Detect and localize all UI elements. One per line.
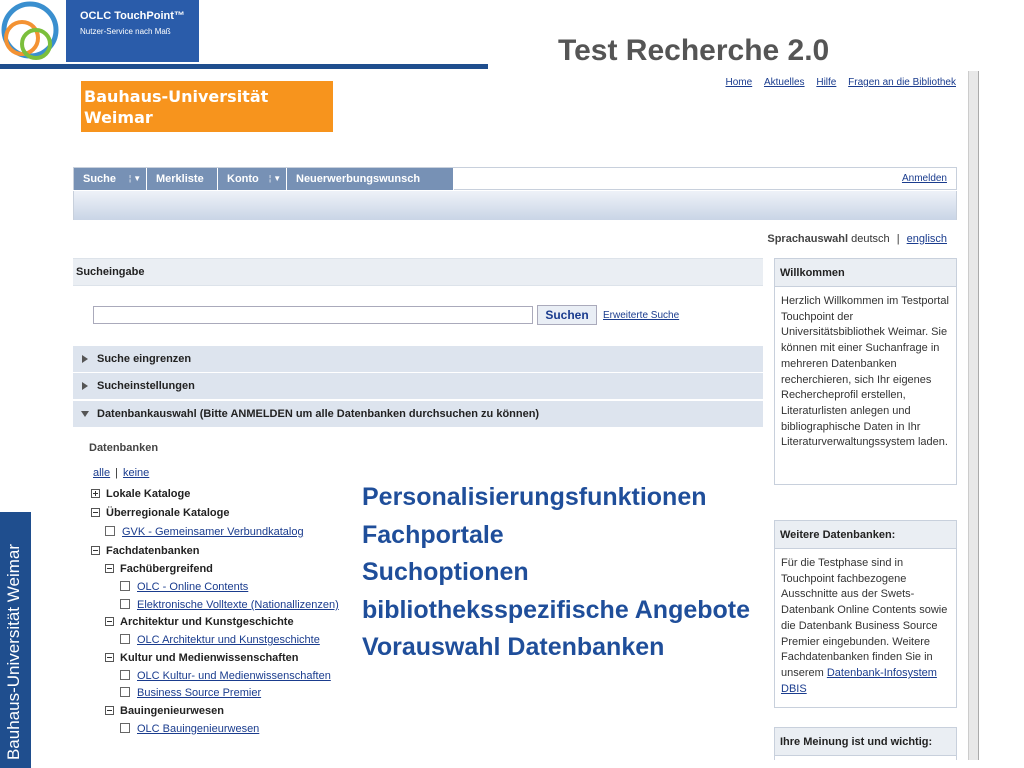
- checkbox[interactable]: [120, 670, 130, 680]
- library-logo-line1: Bauhaus-Universität Weimar: [84, 87, 269, 127]
- language-english-link[interactable]: englisch: [906, 233, 947, 245]
- slide-title: Test Recherche 2.0: [558, 34, 830, 67]
- oclc-logo-icon: [0, 0, 62, 66]
- nav-watchlist-label: Merkliste: [156, 173, 204, 185]
- tree-node-civil-engineering[interactable]: [105, 704, 224, 718]
- library-logo-line2: Universitätsbibliothek: [84, 129, 285, 148]
- welcome-text: Herzlich Willkommen im Testportal Touchpoint der Universitätsbibliothek Weimar. Sie können mit einer Suchanfrage in mehreren Datenbanken recherchieren, sich Ihr eigenes Rechercheprofil erstellen, Literaturlisten anlegen und bibliographische Daten in Ihr Literaturverwaltungssystem laden.: [781, 295, 949, 449]
- overlay-item: Personalisierungsfunktionen: [362, 483, 707, 511]
- section-narrow-search[interactable]: [73, 346, 763, 373]
- oclc-brand-box: [66, 0, 199, 62]
- toplink-news[interactable]: Aktuelles: [763, 77, 805, 88]
- tree-leaf-olc-culture[interactable]: [120, 669, 331, 683]
- opinion-box: [774, 727, 957, 760]
- advanced-search-link[interactable]: Erweiterte Suche: [603, 310, 680, 321]
- feature-list-overlay: [362, 479, 750, 667]
- scrollbar[interactable]: [968, 71, 978, 760]
- tree-leaf-volltexte[interactable]: [120, 598, 339, 612]
- side-banner-label: Bauhaus-Universität Weimar: [4, 543, 23, 760]
- nav-acquisition[interactable]: [287, 168, 454, 190]
- search-panel-header: [73, 258, 763, 286]
- oclc-subtitle: Nutzer-Service nach Maß: [80, 27, 171, 36]
- main-navigation: [73, 167, 957, 190]
- section-db-label: Datenbankauswahl (Bitte ANMELDEN um alle Datenbanken durchsuchen zu können): [97, 408, 540, 420]
- search-input[interactable]: [93, 306, 533, 324]
- sub-navigation-bar: [73, 191, 957, 220]
- checkbox[interactable]: [120, 581, 130, 591]
- dbis-link[interactable]: Datenbank-Infosystem DBIS: [781, 666, 937, 695]
- more-databases-title: Weitere Datenbanken:: [775, 521, 956, 549]
- select-separator: |: [115, 467, 118, 479]
- tree-leaf-business-source[interactable]: [120, 686, 261, 700]
- checkbox[interactable]: [120, 687, 130, 697]
- tree-label: Fachdatenbanken: [106, 545, 200, 557]
- section-settings-label: Sucheinstellungen: [97, 380, 195, 392]
- tree-link[interactable]: Business Source Premier: [137, 687, 262, 699]
- library-logo[interactable]: [81, 81, 333, 148]
- language-current: deutsch: [851, 233, 890, 245]
- login-link[interactable]: Anmelden: [901, 173, 947, 184]
- section-database-selection[interactable]: [73, 401, 763, 428]
- expand-arrow-icon: [81, 355, 89, 363]
- top-links: [717, 77, 956, 88]
- tree-label: Bauingenieurwesen: [120, 705, 224, 717]
- overlay-item: Suchoptionen: [362, 558, 529, 586]
- tree-leaf-olc-civil[interactable]: [120, 722, 259, 736]
- tree-link[interactable]: OLC - Online Contents: [137, 581, 249, 593]
- language-label: Sprachauswahl: [767, 233, 849, 245]
- collapse-minus-icon[interactable]: [91, 508, 100, 517]
- nav-account-label: Konto: [227, 173, 259, 185]
- tree-leaf-gvk[interactable]: [105, 525, 304, 539]
- checkbox[interactable]: [120, 599, 130, 609]
- collapse-minus-icon[interactable]: [105, 653, 114, 662]
- welcome-box: [774, 258, 957, 485]
- tree-leaf-olc-architecture[interactable]: [120, 633, 320, 647]
- tree-label: Lokale Kataloge: [106, 488, 191, 500]
- collapse-minus-icon[interactable]: [105, 617, 114, 626]
- expand-arrow-icon: [81, 382, 89, 390]
- tree-link[interactable]: Elektronische Volltexte (Nationallizenzen): [137, 599, 339, 611]
- overlay-item: Fachportale: [362, 520, 504, 549]
- tree-label: Fachübergreifend: [120, 563, 213, 575]
- header-rule: [0, 64, 488, 69]
- nav-watchlist[interactable]: [147, 168, 218, 190]
- overlay-item: bibliotheksspezifische Angebote: [362, 595, 751, 624]
- toplink-help[interactable]: Hilfe: [816, 77, 837, 88]
- oclc-title: OCLC TouchPoint™: [80, 10, 185, 22]
- overlay-item: Vorauswahl Datenbanken: [362, 633, 665, 661]
- more-databases-box: [774, 520, 957, 708]
- more-databases-text: Für die Testphase sind in Touchpoint fachbezogene Ausschnitte aus der Swets-Datenbank Online Contents sowie die Datenbank Business Source Premier eingebunden. Weitere Fachdatenbanken finden Sie in unserem: [781, 557, 948, 679]
- databases-title: Datenbanken: [89, 442, 159, 454]
- tree-link[interactable]: OLC Architektur und Kunstgeschichte: [137, 634, 320, 646]
- search-panel-title: Sucheingabe: [76, 266, 145, 278]
- section-narrow-label: Suche eingrenzen: [97, 353, 192, 365]
- tree-node-interdisciplinary[interactable]: [105, 562, 213, 576]
- collapse-minus-icon[interactable]: [105, 706, 114, 715]
- toplink-home[interactable]: Home: [725, 77, 753, 88]
- select-all-none: [93, 467, 149, 479]
- nav-account-caret-icon[interactable]: ¦ ▼: [269, 174, 282, 183]
- language-separator: |: [896, 233, 900, 245]
- toplink-ask-library[interactable]: Fragen an die Bibliothek: [848, 77, 956, 88]
- nav-search-caret-icon[interactable]: ¦ ▼: [129, 174, 142, 183]
- checkbox[interactable]: [120, 723, 130, 733]
- tree-link[interactable]: OLC Kultur- und Medienwissenschaften: [137, 670, 331, 682]
- tree-link[interactable]: OLC Bauingenieurwesen: [137, 723, 260, 735]
- select-all-link[interactable]: alle: [93, 467, 111, 479]
- nav-acquisition-label: Neuerwerbungswunsch: [296, 173, 421, 185]
- tree-node-local[interactable]: [91, 487, 190, 501]
- checkbox[interactable]: [120, 634, 130, 644]
- language-switch: [767, 233, 947, 245]
- opinion-title: Ihre Meinung ist und wichtig:: [775, 728, 956, 756]
- nav-search-label: Suche: [83, 173, 117, 185]
- tree-label: Überregionale Kataloge: [106, 507, 230, 519]
- section-search-settings[interactable]: [73, 373, 763, 400]
- tree-label: Kultur und Medienwissenschaften: [120, 652, 299, 664]
- collapse-arrow-icon: [81, 410, 89, 418]
- side-banner: [0, 512, 31, 768]
- welcome-title: Willkommen: [775, 259, 956, 287]
- tree-node-subject-db[interactable]: [91, 544, 200, 558]
- collapse-minus-icon[interactable]: [105, 564, 114, 573]
- collapse-minus-icon[interactable]: [91, 546, 100, 555]
- tree-leaf-olc[interactable]: [120, 580, 248, 594]
- tree-label: Architektur und Kunstgeschichte: [120, 616, 294, 628]
- more-databases-body: [775, 549, 956, 703]
- tree-node-architecture[interactable]: [105, 615, 294, 629]
- expand-plus-icon[interactable]: [91, 489, 100, 498]
- select-none-link[interactable]: keine: [122, 467, 150, 479]
- checkbox[interactable]: [105, 526, 115, 536]
- search-button[interactable]: Suchen: [537, 305, 597, 325]
- tree-node-regional[interactable]: [91, 506, 229, 520]
- tree-link[interactable]: GVK - Gemeinsamer Verbundkatalog: [122, 526, 304, 538]
- tree-node-culture-media[interactable]: [105, 651, 298, 665]
